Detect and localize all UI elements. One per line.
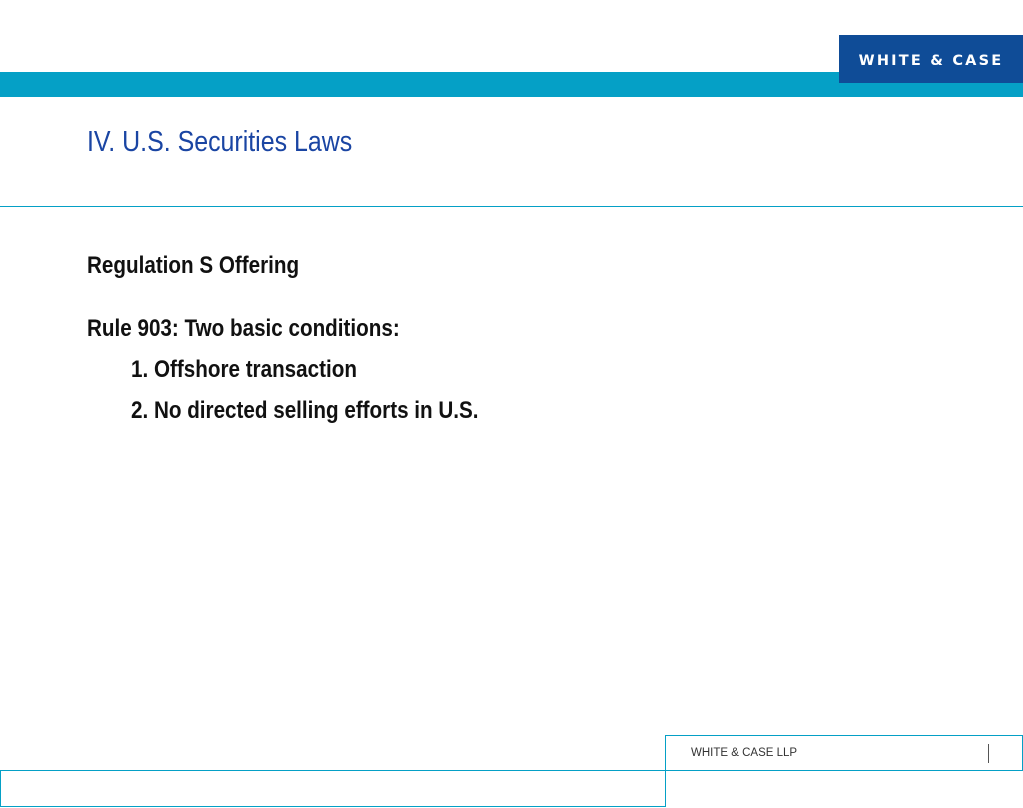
firm-logo [839, 35, 1023, 83]
logo-text: WHITE & CASE [858, 52, 1004, 69]
slide-title: IV. U.S. Securities Laws [87, 126, 353, 158]
footer-divider-middle [0, 770, 1023, 771]
subheading: Regulation S Offering [87, 252, 300, 279]
footer-divider-top [665, 735, 1023, 736]
footer-firm-name: WHITE & CASE LLP [691, 747, 798, 759]
condition-item-2: 2. No directed selling efforts in U.S. [131, 397, 479, 424]
footer-border-middle [665, 735, 666, 807]
title-divider [0, 206, 1023, 207]
condition-item-1: 1. Offshore transaction [131, 356, 357, 383]
footer-separator [988, 744, 989, 763]
rule-statement: Rule 903: Two basic conditions: [87, 315, 400, 342]
footer-divider-bottom [0, 806, 665, 807]
footer-border-left [0, 770, 1, 807]
